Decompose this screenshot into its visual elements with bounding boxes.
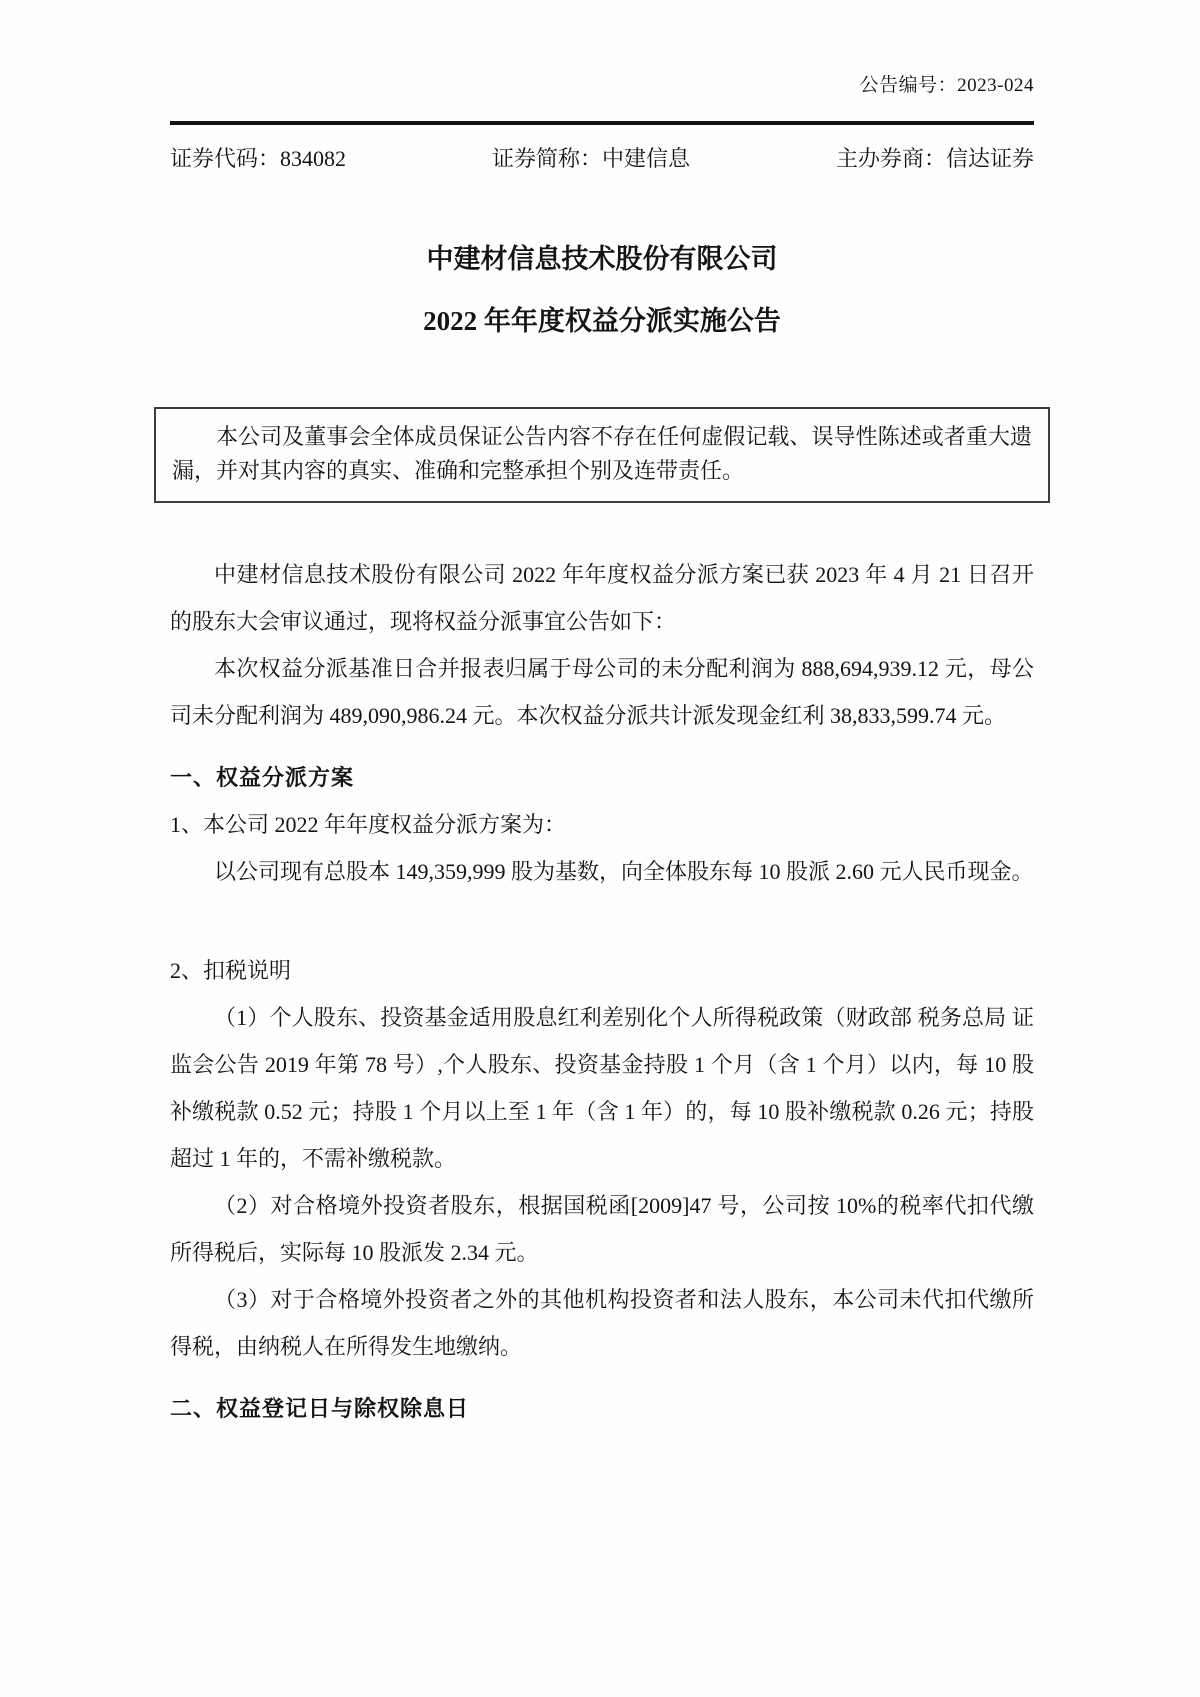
securities-code: 证券代码：834082 xyxy=(170,146,347,171)
sponsor-broker: 主办券商：信达证券 xyxy=(835,146,1034,171)
tax-note-1: （1）个人股东、投资基金适用股息红利差别化个人所得税政策（财政部 税务总局 证监会公告 2019 年第 78 号）,个人股东、投资基金持股 1 个月（含 1 个月）以内，每 10 股补缴税款 0.52 元；持股 1 个月以上至 1 年（含 1 年）的，每 10 股补缴税款 0.26 元；持股超过 1 年的，不需补缴税款。 xyxy=(170,1005,1034,1171)
disclaimer-text: 本公司及董事会全体成员保证公告内容不存在任何虚假记载、误导性陈述或者重大遗漏，并对其内容的真实、准确和完整承担个别及连带责任。 xyxy=(172,424,1032,483)
tax-note-3: （3）对于合格境外投资者之外的其他机构投资者和法人股东，本公司未代扣代缴所得税，由纳税人在所得发生地缴纳。 xyxy=(170,1287,1034,1359)
notice-number: 公告编号：2023-024 xyxy=(859,75,1034,96)
securities-abbr: 证券简称：中建信息 xyxy=(491,146,690,171)
disclaimer-box xyxy=(154,407,1050,503)
section-1-heading: 一、权益分派方案 xyxy=(170,765,355,790)
announcement-title: 2022 年年度权益分派实施公告 xyxy=(423,306,781,336)
intro-paragraph-1: 中建材信息技术股份有限公司 2022 年年度权益分派方案已获 2023 年 4 月 21 日召开的股东大会审议通过，现将权益分派事宜公告如下： xyxy=(170,562,1034,634)
plan-item-2-label: 2、扣税说明 xyxy=(170,958,292,983)
plan-item-1-detail: 以公司现有总股本 149,359,999 股为基数，向全体股东每 10 股派 2.60 元人民币现金。 xyxy=(214,859,1034,884)
tax-note-2: （2）对合格境外投资者股东，根据国税函[2009]47 号，公司按 10%的税率代扣代缴所得税后，实际每 10 股派发 2.34 元。 xyxy=(170,1193,1034,1265)
section-2-heading: 二、权益登记日与除权除息日 xyxy=(170,1396,470,1421)
securities-info-row xyxy=(170,142,1034,173)
header-rule xyxy=(170,121,1034,125)
plan-item-1-label: 1、本公司 2022 年年度权益分派方案为： xyxy=(170,812,567,837)
intro-paragraph-2: 本次权益分派基准日合并报表归属于母公司的未分配利润为 888,694,939.12 元，母公司未分配利润为 489,090,986.24 元。本次权益分派共计派发现金红利 38,833,599.74 元。 xyxy=(170,656,1034,728)
company-title: 中建材信息技术股份有限公司 xyxy=(426,244,778,274)
